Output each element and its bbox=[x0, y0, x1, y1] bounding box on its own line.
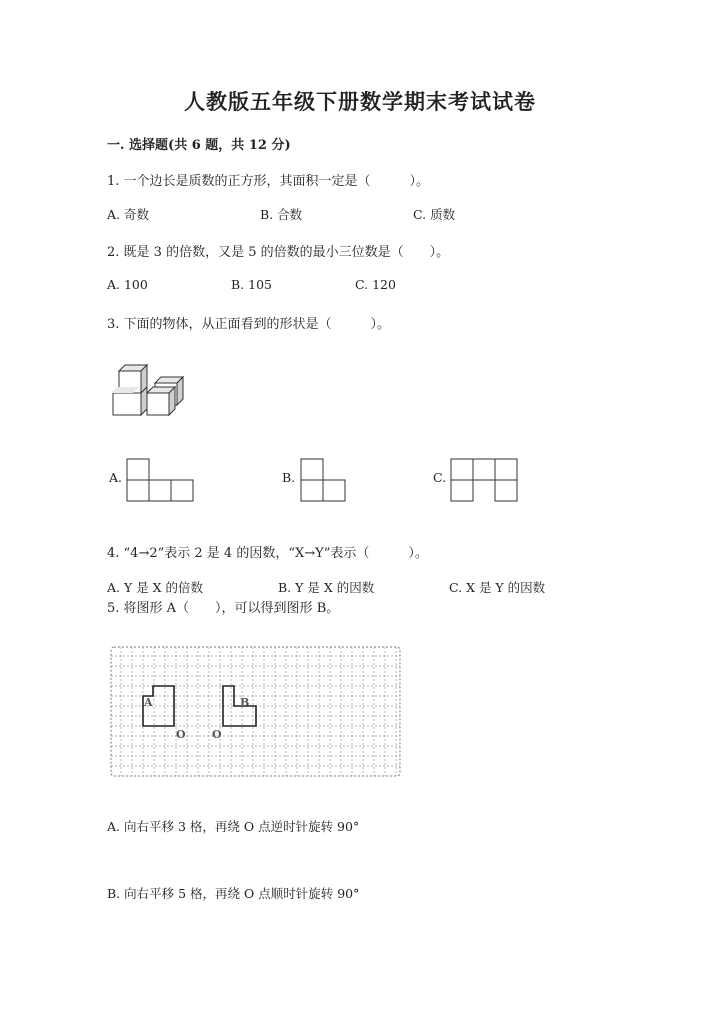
shape-b-label: B bbox=[240, 696, 250, 709]
q3-option-a[interactable]: A. bbox=[109, 470, 123, 485]
q1-option-c[interactable]: C. 质数 bbox=[413, 207, 456, 222]
q5-option-b[interactable]: B. 向右平移 5 格，再绕 O 点顺时针旋转 90° bbox=[107, 886, 360, 901]
q5-option-a[interactable]: A. 向右平移 3 格，再绕 O 点逆时针旋转 90° bbox=[107, 819, 360, 834]
section-heading: 一. 选择题(共 6 题，共 12 分) bbox=[107, 138, 291, 153]
shape-a-label: A bbox=[144, 696, 153, 709]
q4-option-b[interactable]: B. Y 是 X 的因数 bbox=[278, 580, 375, 595]
q3-option-c-shape bbox=[450, 458, 520, 502]
question-3: 3. 下面的物体，从正面看到的形状是（ ）。 bbox=[107, 317, 391, 332]
grid-transform-figure bbox=[110, 646, 402, 778]
q3-option-b[interactable]: B. bbox=[282, 470, 296, 485]
q2-option-c[interactable]: C. 120 bbox=[355, 277, 396, 292]
q1-option-b[interactable]: B. 合数 bbox=[260, 207, 303, 222]
q2-option-a[interactable]: A. 100 bbox=[107, 277, 148, 292]
question-4: 4. “4→2”表示 2 是 4 的因数，“X→Y”表示（ ）。 bbox=[107, 546, 428, 561]
q4-option-a[interactable]: A. Y 是 X 的倍数 bbox=[107, 580, 204, 595]
point-o-label-1: O bbox=[176, 728, 186, 741]
question-5: 5. 将图形 A（ ），可以得到图形 B。 bbox=[107, 601, 340, 616]
q2-option-b[interactable]: B. 105 bbox=[231, 277, 272, 292]
page-title: 人教版五年级下册数学期末考试试卷 bbox=[184, 89, 536, 114]
q3-option-b-shape bbox=[300, 458, 346, 502]
cube-stack-figure bbox=[105, 362, 185, 418]
q1-option-a[interactable]: A. 奇数 bbox=[107, 207, 149, 222]
q4-option-c[interactable]: C. X 是 Y 的因数 bbox=[449, 580, 546, 595]
point-o-label-2: O bbox=[212, 728, 222, 741]
question-2: 2. 既是 3 的倍数，又是 5 的倍数的最小三位数是（ ）。 bbox=[107, 245, 450, 260]
question-1: 1. 一个边长是质数的正方形，其面积一定是（ ）。 bbox=[107, 174, 430, 189]
q3-option-c[interactable]: C. bbox=[433, 470, 447, 485]
q3-option-a-shape bbox=[126, 458, 194, 502]
